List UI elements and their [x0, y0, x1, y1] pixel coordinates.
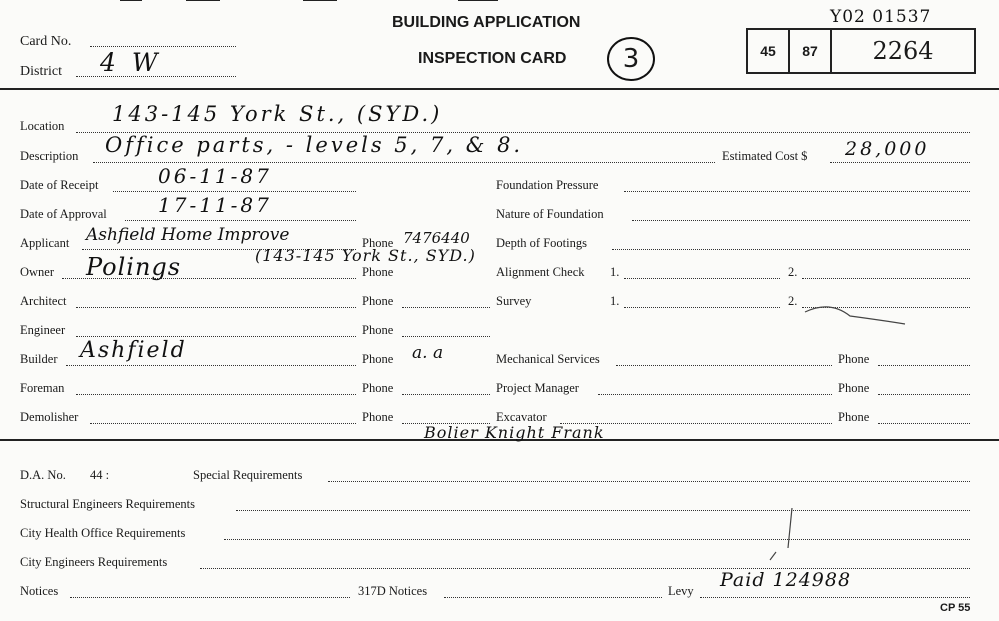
levy-label: Levy — [668, 584, 694, 598]
special-requirements-line — [328, 481, 970, 482]
estimated-cost-value: 28,000 — [845, 138, 930, 160]
builder-phone-value: a. a — [412, 343, 444, 363]
scan-mark — [120, 0, 142, 1]
city-health-line — [224, 539, 970, 540]
notices-label: Notices — [20, 584, 59, 598]
nature-foundation-label: Nature of Foundation — [496, 207, 604, 221]
notices-line — [70, 597, 350, 598]
applicant-label: Applicant — [20, 236, 70, 250]
notices-317d-label: 317D Notices — [358, 584, 428, 598]
title-line2: INSPECTION CARD — [418, 50, 567, 67]
city-engineers-label: City Engineers Requirements — [20, 555, 168, 569]
structural-engineers-label: Structural Engineers Requirements — [20, 497, 195, 511]
architect-label: Architect — [20, 294, 67, 308]
card-no-line — [90, 46, 236, 47]
form-code: CP 55 — [940, 602, 971, 614]
builder-line — [66, 365, 356, 366]
foreman-phone-label: Phone — [362, 381, 394, 395]
engineer-label: Engineer — [20, 323, 66, 337]
nature-foundation-line — [632, 220, 970, 221]
structural-engineers-line — [236, 510, 970, 511]
foundation-pressure-line — [624, 191, 970, 192]
demolisher-phone-label: Phone — [362, 410, 394, 424]
date-receipt-label: Date of Receipt — [20, 178, 99, 192]
architect-phone-line — [402, 307, 490, 308]
survey-label: Survey — [496, 294, 532, 308]
estimated-cost-line — [830, 162, 970, 163]
alignment-1-label: 1. — [610, 265, 620, 279]
date-approval-label: Date of Approval — [20, 207, 107, 221]
excavator-phone-line — [878, 423, 970, 424]
survey-1-line — [624, 307, 780, 308]
pencil-stroke — [788, 508, 792, 548]
district-value: 4 W — [100, 48, 162, 77]
owner-label: Owner — [20, 265, 55, 279]
owner-value: Polings — [86, 253, 182, 281]
builder-value: Ashfield — [80, 338, 187, 363]
alignment-check-label: Alignment Check — [496, 265, 585, 279]
foundation-pressure-label: Foundation Pressure — [496, 178, 599, 192]
project-manager-phone-line — [878, 394, 970, 395]
excavator-label: Excavator — [496, 410, 547, 424]
levy-value: Paid 124988 — [720, 569, 852, 591]
levy-line — [700, 597, 970, 598]
project-manager-label: Project Manager — [496, 381, 579, 395]
depth-footings-line — [612, 249, 970, 250]
pencil-stroke — [770, 552, 776, 560]
notices-317d-line — [444, 597, 662, 598]
owner-phone-label: Phone — [362, 265, 394, 279]
applicant-phone-value: 7476440 — [403, 229, 470, 247]
code-number: 2264 — [872, 37, 934, 65]
district-label: District — [20, 64, 62, 79]
engineer-phone-label: Phone — [362, 323, 394, 337]
date-receipt-line — [113, 191, 356, 192]
mechanical-phone-label: Phone — [838, 352, 870, 366]
mechanical-services-line — [616, 365, 832, 366]
engineer-line — [76, 336, 356, 337]
architect-line — [76, 307, 356, 308]
description-value: Office parts, - levels 5, 7, & 8. — [105, 133, 524, 157]
demolisher-label: Demolisher — [20, 410, 79, 424]
special-requirements-label: Special Requirements — [193, 468, 303, 482]
survey-2-line — [802, 307, 970, 308]
foreman-line — [76, 394, 356, 395]
location-label: Location — [20, 119, 65, 133]
excavator-note: Bolier Knight Frank — [424, 423, 605, 442]
project-manager-phone-label: Phone — [838, 381, 870, 395]
date-approval-line — [125, 220, 356, 221]
da-no-value: 44 : — [90, 468, 110, 482]
mechanical-phone-line — [878, 365, 970, 366]
applicant-value: Ashfield Home Improve — [86, 225, 290, 245]
applicant-phone-label: Phone — [362, 236, 394, 250]
description-label: Description — [20, 149, 79, 163]
city-engineers-line — [200, 568, 970, 569]
excavator-phone-label: Phone — [838, 410, 870, 424]
mechanical-services-label: Mechanical Services — [496, 352, 600, 366]
project-manager-line — [598, 394, 832, 395]
estimated-cost-label: Estimated Cost $ — [722, 149, 808, 163]
engineer-phone-line — [402, 336, 490, 337]
date-receipt-value: 06-11-87 — [158, 164, 272, 188]
demolisher-line — [90, 423, 356, 424]
survey-1-label: 1. — [610, 294, 620, 308]
owner-address-value: (143-145 York St., SYD.) — [255, 246, 476, 265]
city-health-label: City Health Office Requirements — [20, 526, 186, 540]
scan-mark — [303, 0, 337, 1]
alignment-2-line — [802, 278, 970, 279]
builder-phone-label: Phone — [362, 352, 394, 366]
survey-2-label: 2. — [788, 294, 798, 308]
alignment-1-line — [624, 278, 780, 279]
foreman-phone-line — [402, 394, 490, 395]
date-approval-value: 17-11-87 — [158, 193, 272, 217]
location-value: 143-145 York St., (SYD.) — [112, 102, 443, 126]
header-divider — [0, 88, 999, 90]
architect-phone-label: Phone — [362, 294, 394, 308]
card-no-label: Card No. — [20, 34, 72, 49]
ref-number-handwritten: Y02 01537 — [830, 7, 932, 27]
scan-mark — [458, 0, 498, 1]
alignment-2-label: 2. — [788, 265, 798, 279]
pencil-stroke — [805, 307, 905, 324]
circled-number: 3 — [607, 37, 655, 81]
da-no-label: D.A. No. — [20, 468, 66, 482]
scan-mark — [186, 0, 220, 1]
foreman-label: Foreman — [20, 381, 65, 395]
code-cell-2: 87 — [790, 30, 832, 72]
depth-footings-label: Depth of Footings — [496, 236, 587, 250]
title-line1: BUILDING APPLICATION — [392, 14, 581, 31]
builder-label: Builder — [20, 352, 58, 366]
code-cell-1: 45 — [748, 30, 790, 72]
description-line — [93, 162, 715, 163]
code-box — [746, 28, 976, 74]
